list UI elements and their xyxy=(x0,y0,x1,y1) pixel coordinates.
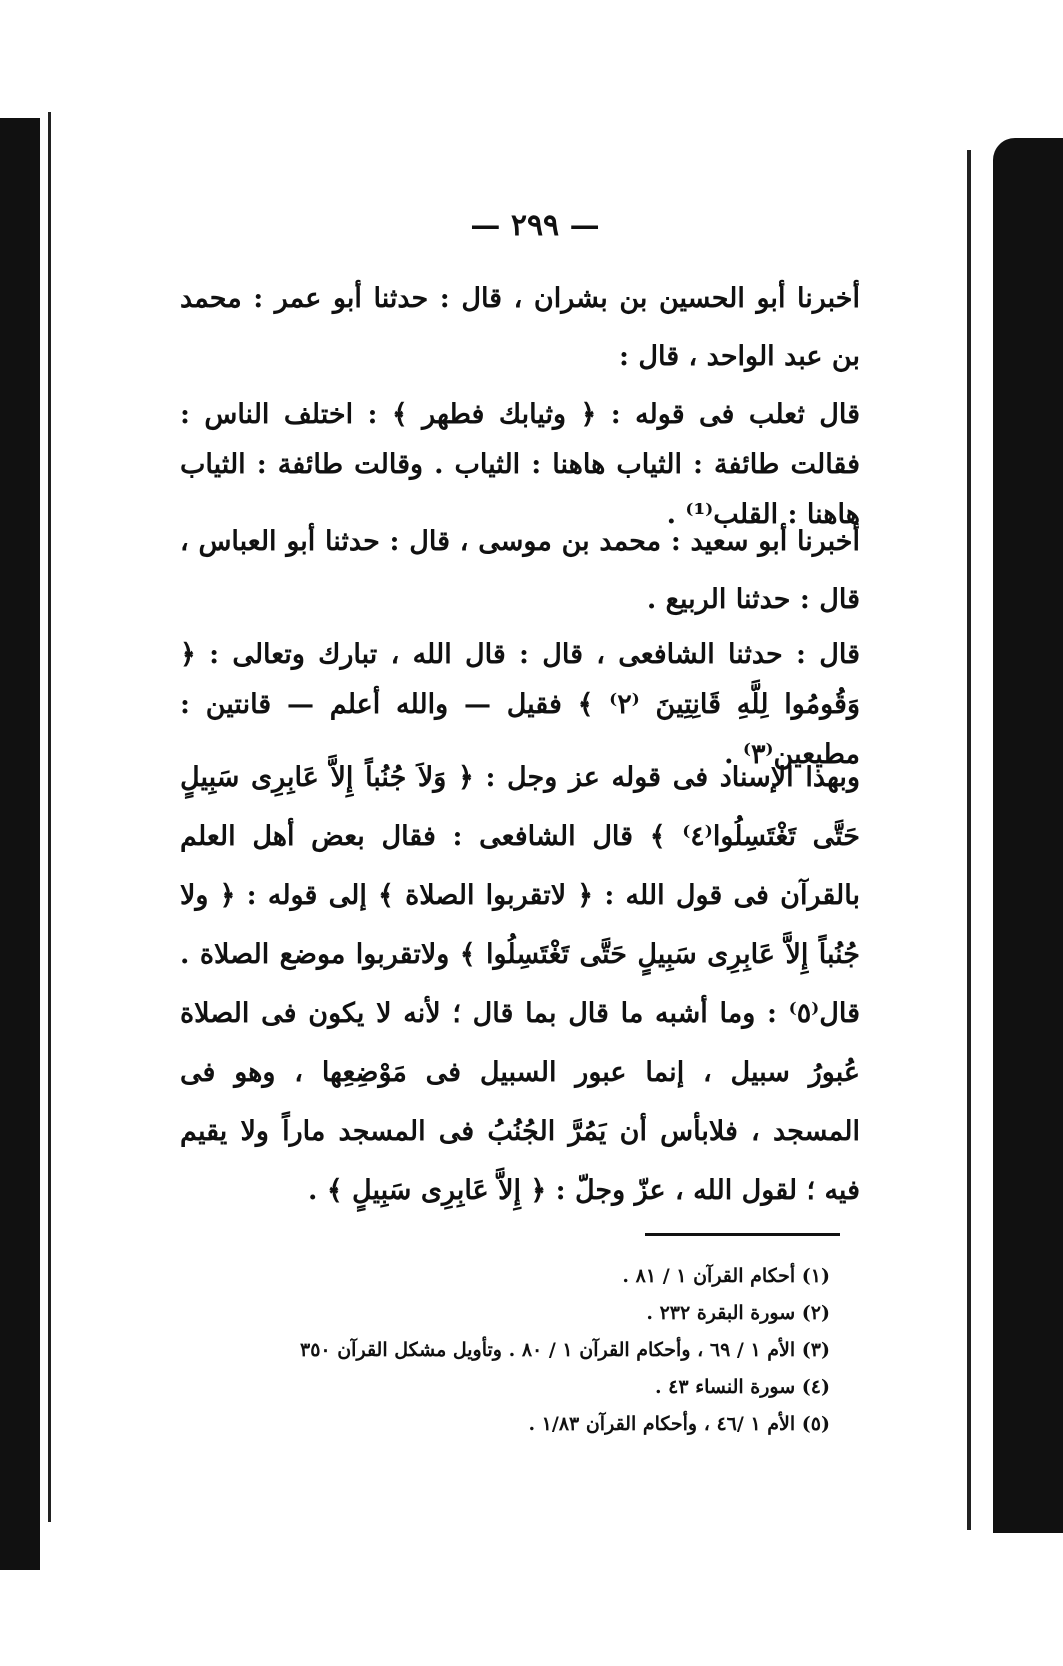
paragraph-text: وبهذا الإسناد فى قوله عز وجل : ﴿ وَلاَ جُنُباً إِلاَّ عَابِرِى سَبِيلٍ حَتَّى تَغْتَسِلُوا⁽٤⁾ ﴾ قال الشافعى : فقال بعض أهل العلم بالقرآن فى قول الله : ﴿ لاتقربوا الصلاة ﴾ إلى قوله : ﴿ ولا جُنُباً إِلاَّ عَابِرِى سَبِيلٍ حَتَّى تَغْتَسِلُوا ﴾ ولاتقربوا موضع الصلاة . قال⁽٥⁾ : وما أشبه ما قال بما قال ؛ لأنه لا يكون فى الصلاة عُبورُ سبيل ، إنما عبور السبيل فى مَوْضِعِها ، وهو فى المسجد ، فلابأس أن يَمُرَّ الجُنُبُ فى المسجد ماراً ولا يقيم فيه ؛ لقول الله ، عزّ وجلّ : ﴿ إِلاَّ عَابِرِى سَبِيلٍ ﴾ . xyxy=(180,762,860,1206)
paragraph-junub xyxy=(180,748,860,1220)
paragraph-text: أخبرنا أبو سعيد : محمد بن موسى ، قال : حدثنا أبو العباس ، قال : حدثنا الربيع . xyxy=(180,526,860,615)
paragraph-text: قال ثعلب فى قوله : ﴿ وثيابك فطهر ﴾ : اختلف الناس : فقالت طائفة : الثياب هاهنا : الثياب . وقالت طائفة : الثياب هاهنا : القلب⁽¹⁾ . xyxy=(180,399,860,530)
footnote-1: (١) أحكام القرآن ١ / ٨١ . xyxy=(622,1265,830,1287)
paragraph-text: قال : حدثنا الشافعى ، قال : قال الله ، تبارك وتعالى : ﴿ وَقُومُوا لِلَّهِ قَانِتِينَ ⁽٢⁾ ﴾ فقيل — والله أعلم — قانتين : مطيعين⁽٣⁾ . xyxy=(180,639,860,770)
footnote-2: (٢) سورة البقرة ٢٣٢ . xyxy=(646,1302,830,1324)
paragraph-text: أخبرنا أبو الحسين بن بشران ، قال : حدثنا أبو عمر : محمد بن عبد الواحد ، قال : xyxy=(180,283,860,372)
footnote-separator xyxy=(645,1233,840,1236)
footnote-3: (٣) الأم ١ / ٦٩ ، وأحكام القرآن ١ / ٨٠ . وتأويل مشكل القرآن ٣٥٠ xyxy=(299,1339,830,1361)
paragraph-isnad-2 xyxy=(180,513,860,629)
footnote-4: (٤) سورة النساء ٤٣ . xyxy=(654,1376,830,1398)
scan-left-border xyxy=(0,118,40,1570)
footnotes xyxy=(240,1258,830,1443)
footnote-5: (٥) الأم ١ /٤٦ ، وأحكام القرآن ١/٨٣ . xyxy=(528,1413,830,1435)
scan-right-border xyxy=(993,138,1063,1533)
paragraph-isnad-1 xyxy=(180,270,860,386)
scan-left-rule xyxy=(48,112,51,1522)
scan-right-rule xyxy=(967,150,971,1530)
page-number: — ٢٩٩ — xyxy=(470,208,600,243)
